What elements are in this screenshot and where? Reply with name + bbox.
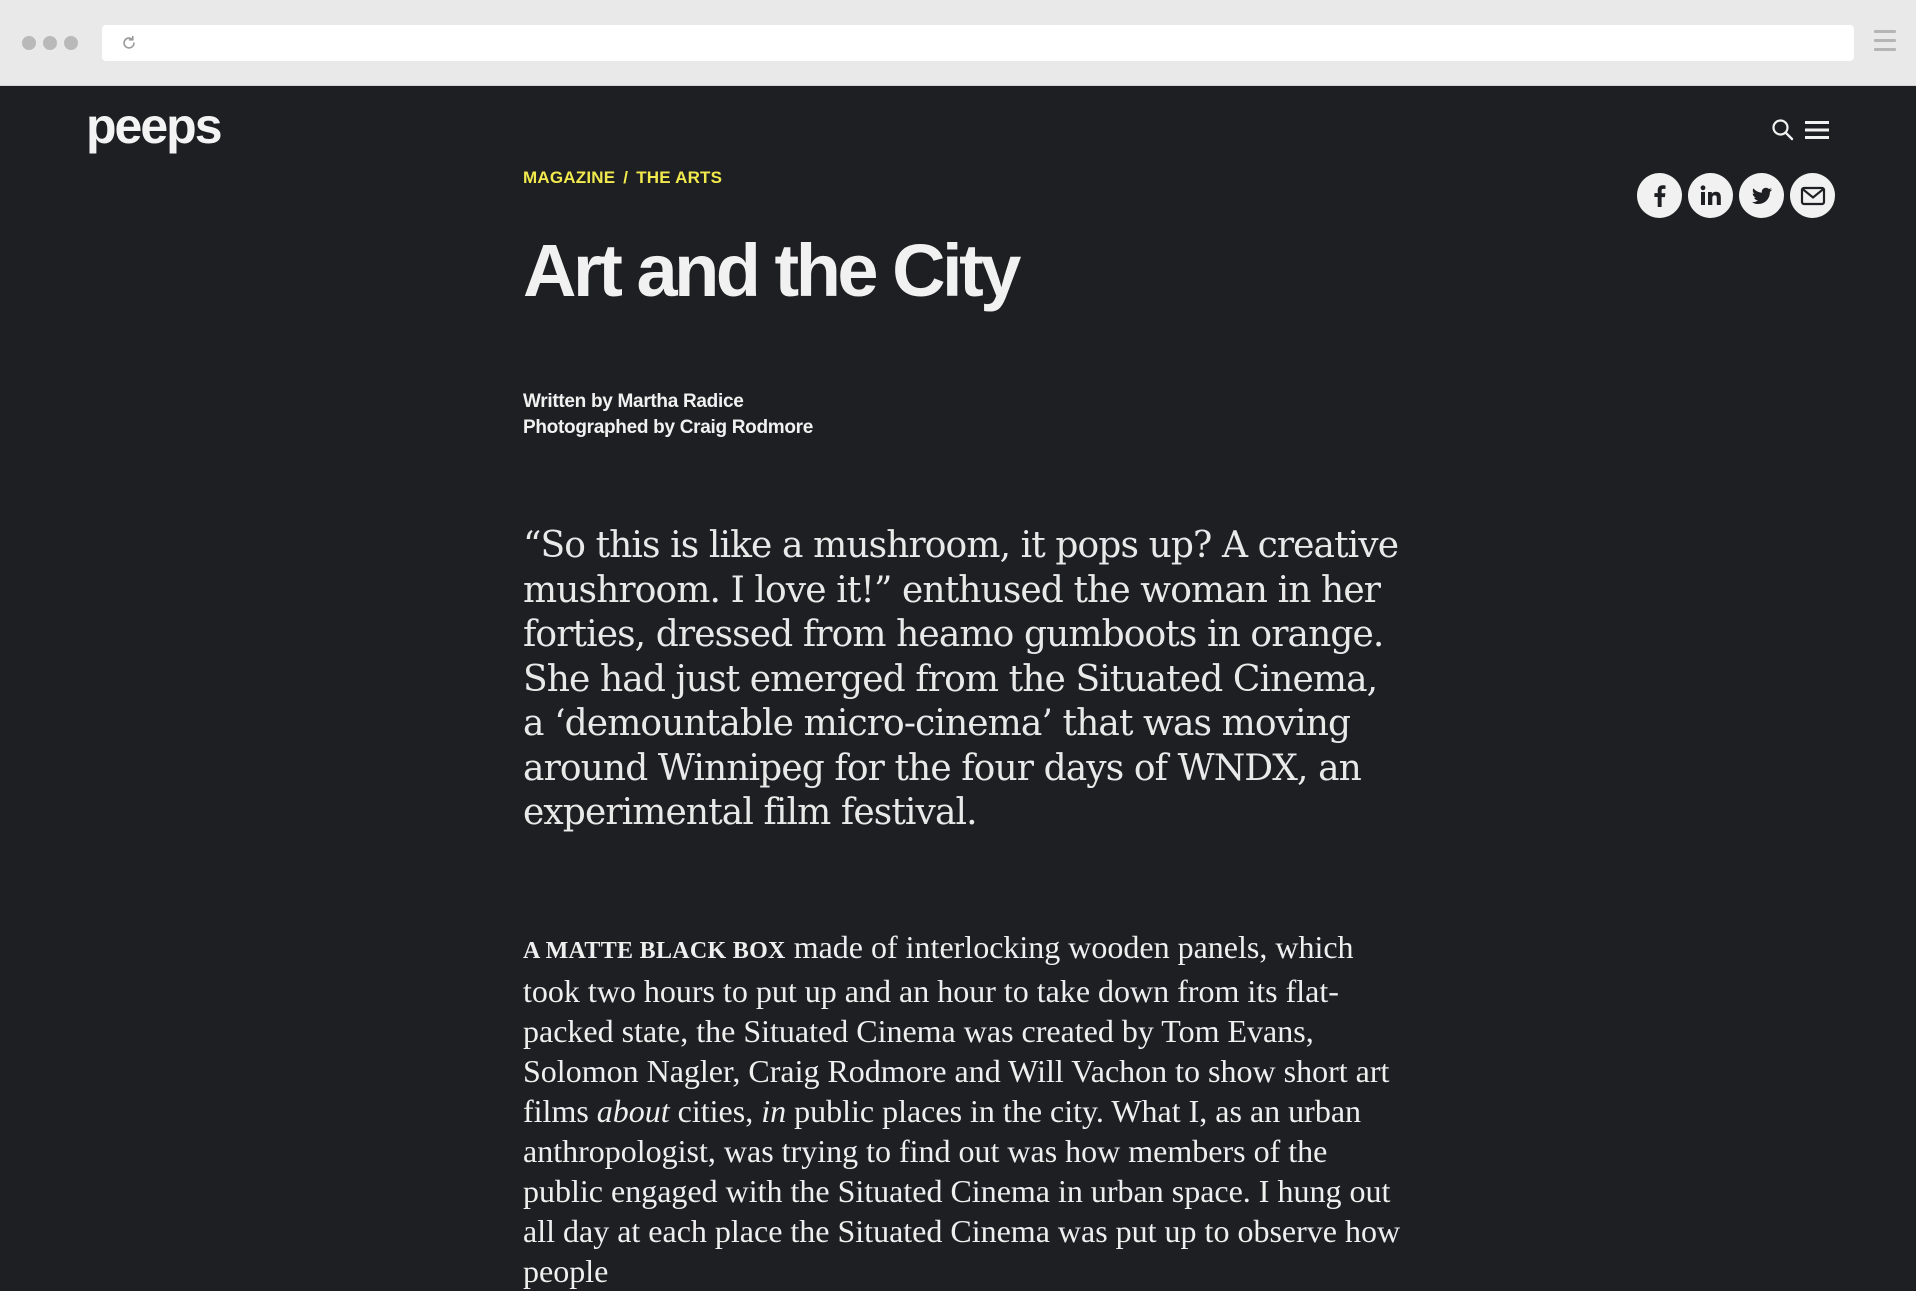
address-bar[interactable] (102, 25, 1854, 61)
search-icon[interactable] (1770, 117, 1796, 143)
article-title: Art and the City (523, 229, 1018, 312)
browser-menu-icon[interactable] (1874, 30, 1896, 54)
body-text-segment: cities, (669, 1093, 762, 1129)
photographer-credit: Photographed by Craig Rodmore (523, 417, 814, 438)
window-dot[interactable] (22, 36, 36, 50)
share-buttons (1637, 173, 1835, 218)
emphasis-about: about (596, 1093, 670, 1129)
breadcrumb (523, 168, 722, 188)
linkedin-share-button[interactable] (1688, 173, 1733, 218)
window-dot[interactable] (43, 36, 57, 50)
article-lede: “So this is like a mushroom, it pops up? A creative mushroom. I love it!” enthused the woman in her forties, dressed from heamo gumboots in orange. She had just emerged from the Situated Cinema, a ‘demountable micro-cinema’ that was moving around Winnipeg for the four days of WNDX, an experimental film festival. (523, 525, 1399, 833)
body-text-segment: made of interlocking wooden panels, which took two hours to put up and an hour to take down from its flat-packed state, the Situated Cinema was created by Tom Evans, Solomon Nagler, Craig Rodmore and Will Vachon to show short art films (523, 929, 1390, 1129)
author-credit: Written by Martha Radice (523, 391, 744, 412)
facebook-share-button[interactable] (1637, 173, 1682, 218)
header-actions (1770, 117, 1830, 143)
breadcrumb-the-arts[interactable]: THE ARTS (636, 168, 723, 187)
window-controls (22, 36, 78, 50)
twitter-share-button[interactable] (1739, 173, 1784, 218)
breadcrumb-magazine[interactable]: MAGAZINE (523, 168, 616, 187)
page (0, 87, 1916, 1289)
email-icon (1798, 181, 1828, 211)
breadcrumb-separator: / (623, 168, 629, 187)
facebook-icon (1645, 181, 1675, 211)
body-text-segment: public places in the city. What I, as an urban anthropologist, was trying to find out was how members of the public engaged with the Situated Cinema in urban space. I hung out all day at each place the Situated Cinema was put up to observe how people (523, 1093, 1401, 1289)
reload-icon[interactable] (120, 34, 138, 52)
menu-icon[interactable] (1804, 117, 1830, 143)
article-credits (523, 389, 813, 441)
lead-in-caps: A MATTE BLACK BOX (523, 938, 786, 964)
browser-chrome (0, 0, 1916, 86)
article-body-paragraph (523, 927, 1403, 1291)
twitter-icon (1747, 181, 1777, 211)
linkedin-icon (1696, 181, 1726, 211)
email-share-button[interactable] (1790, 173, 1835, 218)
window-dot[interactable] (64, 36, 78, 50)
emphasis-in: in (761, 1093, 787, 1129)
site-logo[interactable]: peeps (86, 98, 221, 154)
